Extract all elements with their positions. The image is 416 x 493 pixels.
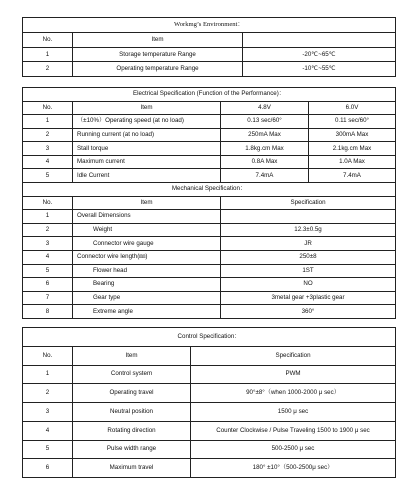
header-no: No. xyxy=(23,196,73,210)
table-row xyxy=(23,210,396,224)
table-row xyxy=(23,365,396,384)
row-no: 2 xyxy=(23,223,73,237)
table-row xyxy=(23,440,396,459)
row-no: 1 xyxy=(23,47,73,62)
table-row xyxy=(23,169,396,183)
row-value-6-0v: 0.11 sec/60° xyxy=(309,115,396,129)
row-no: 5 xyxy=(23,264,73,278)
row-value: -10℃~55℃ xyxy=(243,62,396,77)
row-item: Storage temperature Range xyxy=(73,47,243,62)
header-item: Item xyxy=(73,33,243,48)
row-item: Neutral position xyxy=(73,403,191,422)
row-no: 2 xyxy=(23,62,73,77)
row-no: 4 xyxy=(23,421,73,440)
row-value-4-8v: 0.8A Max xyxy=(221,155,309,169)
row-item: Connector wire length(㎜) xyxy=(73,250,221,264)
row-specification: 3metal gear +3plastic gear xyxy=(221,291,396,305)
row-item: Maximum current xyxy=(73,155,221,169)
row-no: 6 xyxy=(23,278,73,292)
row-specification: Counter Clockwise / Pulse Traveling 1500 to 1900 μ sec xyxy=(191,421,396,440)
electrical-header-row xyxy=(23,101,396,115)
control-header-row xyxy=(23,346,396,365)
row-no: 7 xyxy=(23,291,73,305)
control-title-row xyxy=(23,328,396,347)
row-no: 3 xyxy=(23,237,73,251)
row-item: Overall Dimensions xyxy=(73,210,221,224)
row-no: 4 xyxy=(23,155,73,169)
electrical-mechanical-table xyxy=(22,87,396,319)
row-specification: 90°±8°（when 1000-2000 μ sec） xyxy=(191,384,396,403)
table-row xyxy=(23,278,396,292)
mechanical-title: Mechanical Specification： xyxy=(23,183,396,197)
table-row xyxy=(23,223,396,237)
row-value-4-8v: 7.4mA xyxy=(221,169,309,183)
header-specification: Specification xyxy=(191,346,396,365)
header-specification: Specification xyxy=(221,196,396,210)
row-no: 6 xyxy=(23,459,73,478)
row-item: （±10%）Operating speed (at no load) xyxy=(73,115,221,129)
row-no: 1 xyxy=(23,115,73,129)
row-item: Bearing xyxy=(73,278,221,292)
header-6-0v: 6.0V xyxy=(309,101,396,115)
row-specification: NO xyxy=(221,278,396,292)
header-no: No. xyxy=(23,346,73,365)
environment-table xyxy=(22,17,396,77)
row-no: 5 xyxy=(23,169,73,183)
table-row xyxy=(23,155,396,169)
row-item: Operating temperature Range xyxy=(73,62,243,77)
control-title: Control Specification： xyxy=(23,328,396,347)
row-value-6-0v: 300mA Max xyxy=(309,128,396,142)
row-item: Running current (at no load) xyxy=(73,128,221,142)
row-specification: 360° xyxy=(221,305,396,319)
header-item: Item xyxy=(73,346,191,365)
mechanical-title-row xyxy=(23,183,396,197)
header-no: No. xyxy=(23,101,73,115)
row-specification: 250±8 xyxy=(221,250,396,264)
row-item: Weight xyxy=(73,223,221,237)
row-specification: JR xyxy=(221,237,396,251)
row-item: Idle Current xyxy=(73,169,221,183)
header-item: Item xyxy=(73,101,221,115)
row-no: 3 xyxy=(23,142,73,156)
row-value-6-0v: 2.1kg.cm Max xyxy=(309,142,396,156)
table-row xyxy=(23,128,396,142)
row-specification: 180° ±10°（500-2500μ sec） xyxy=(191,459,396,478)
row-specification: 1ST xyxy=(221,264,396,278)
row-specification: 500-2500 μ sec xyxy=(191,440,396,459)
header-value xyxy=(243,33,396,48)
row-no: 1 xyxy=(23,210,73,224)
table-row xyxy=(23,142,396,156)
table-row xyxy=(23,62,396,77)
table-row xyxy=(23,459,396,478)
row-item: Pulse width range xyxy=(73,440,191,459)
environment-title: Workmg’s Environment： xyxy=(23,18,396,33)
environment-header-row xyxy=(23,33,396,48)
row-item: Control system xyxy=(73,365,191,384)
table-row xyxy=(23,384,396,403)
electrical-title: Electrical Specification (Function of the Performance)： xyxy=(23,88,396,102)
environment-title-row xyxy=(23,18,396,33)
row-item: Extreme angle xyxy=(73,305,221,319)
row-item: Operating travel xyxy=(73,384,191,403)
row-item: Rotating direction xyxy=(73,421,191,440)
mechanical-header-row xyxy=(23,196,396,210)
row-no: 8 xyxy=(23,305,73,319)
row-item: Connector wire gauge xyxy=(73,237,221,251)
table-row xyxy=(23,250,396,264)
row-no: 3 xyxy=(23,403,73,422)
table-row xyxy=(23,291,396,305)
table-row xyxy=(23,305,396,319)
table-row xyxy=(23,421,396,440)
row-specification: PWM xyxy=(191,365,396,384)
table-row xyxy=(23,237,396,251)
row-no: 2 xyxy=(23,128,73,142)
row-no: 1 xyxy=(23,365,73,384)
table-row xyxy=(23,264,396,278)
header-item: Item xyxy=(73,196,221,210)
row-value-6-0v: 7.4mA xyxy=(309,169,396,183)
row-no: 5 xyxy=(23,440,73,459)
header-4-8v: 4.8V xyxy=(221,101,309,115)
row-value-4-8v: 1.8kg.cm Max xyxy=(221,142,309,156)
row-specification: 12.3±0.5g xyxy=(221,223,396,237)
row-item: Maximum travel xyxy=(73,459,191,478)
row-value-4-8v: 0.13 sec/60° xyxy=(221,115,309,129)
table-row xyxy=(23,47,396,62)
row-item: Stall torque xyxy=(73,142,221,156)
row-no: 2 xyxy=(23,384,73,403)
row-value-6-0v: 1.0A Max xyxy=(309,155,396,169)
row-value: -20℃~65℃ xyxy=(243,47,396,62)
header-no: No. xyxy=(23,33,73,48)
table-row xyxy=(23,403,396,422)
row-specification xyxy=(221,210,396,224)
electrical-title-row xyxy=(23,88,396,102)
row-item: Gear type xyxy=(73,291,221,305)
table-row xyxy=(23,115,396,129)
row-value-4-8v: 250mA Max xyxy=(221,128,309,142)
row-no: 4 xyxy=(23,250,73,264)
row-item: Flower head xyxy=(73,264,221,278)
row-specification: 1500 μ sec xyxy=(191,403,396,422)
control-table xyxy=(22,327,396,478)
